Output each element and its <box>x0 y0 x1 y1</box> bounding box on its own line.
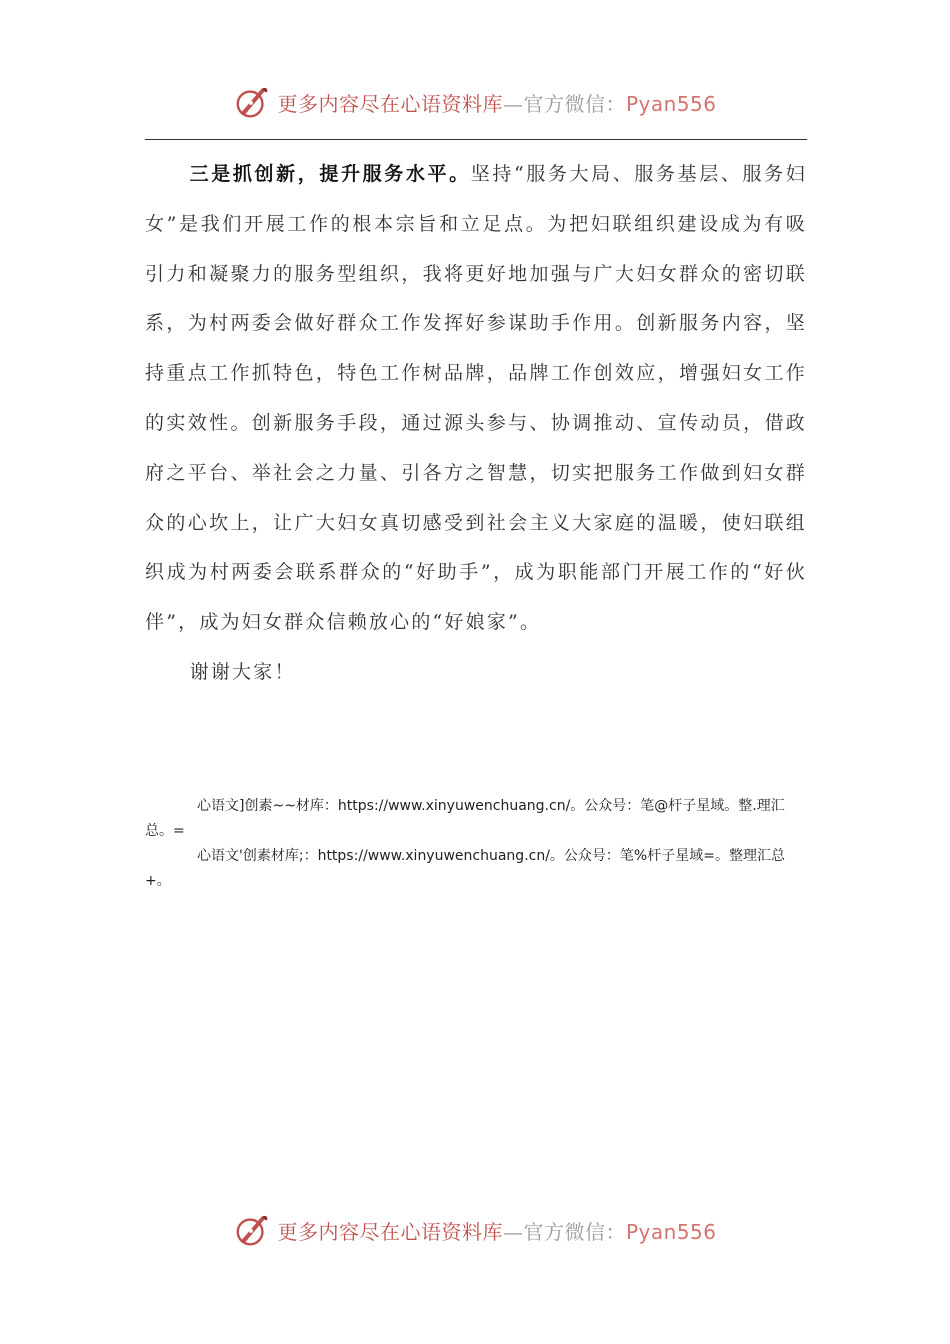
header-banner <box>0 80 950 124</box>
banner-dash: — <box>502 1219 524 1244</box>
header-banner-text <box>277 88 716 117</box>
banner-wx-label: 官方微信： <box>523 91 626 116</box>
footer-banner-inner <box>233 1211 716 1249</box>
banner-account: Pyan556 <box>625 91 717 116</box>
footer-banner <box>0 1208 950 1252</box>
header-divider <box>145 139 807 140</box>
banner-wx-label: 官方微信： <box>523 1219 626 1244</box>
banner-main-text: 更多内容尽在心语资料库 <box>277 91 503 116</box>
quill-pen-logo-icon <box>233 83 271 121</box>
paragraph-thanks: 谢谢大家！ <box>189 660 296 683</box>
quill-pen-logo-icon <box>233 1211 271 1249</box>
banner-dash: — <box>502 91 524 116</box>
source-note-1: 心语文]创素~~材库：https://www.xinyuwenchuang.cn/。公众号：笔@杆子星域。整.理汇总。= <box>145 798 785 839</box>
banner-main-text: 更多内容尽在心语资料库 <box>277 1219 503 1244</box>
footer-banner-text <box>277 1216 716 1245</box>
banner-account: Pyan556 <box>625 1219 717 1244</box>
paragraph-rest: 坚持“服务大局、服务基层、服务妇女”是我们开展工作的根本宗旨和立足点。为把妇联组织建设成为有吸引力和凝聚力的服务型组织，我将更好地加强与广大妇女群众的密切联系，为村两委会做好群众工作发挥好参谋助手作用。创新服务内容，坚持重点工作抓特色，特色工作树品牌，品牌工作创效应，增强妇女工作的实效性。创新服务手段，通过源头参与、协调推动、宣传动员，借政府之平台、举社会之力量、引各方之智慧，切实把服务工作做到妇女群众的心坎上，让广大妇女真切感受到社会主义大家庭的温暖，使妇联组织成为村两委会联系群众的“好助手”，成为职能部门开展工作的“好伙伴”，成为妇女群众信赖放心的“好娘家”。 <box>145 163 807 634</box>
paragraph-lead: 三是抓创新，提升服务水平。 <box>189 163 471 185</box>
header-banner-inner <box>233 83 716 121</box>
paragraph-innovation <box>145 150 807 648</box>
document-body <box>145 150 807 698</box>
source-note-2: 心语文'创素材库;：https://www.xinyuwenchuang.cn/。公众号：笔%杆子星域=。整理汇总+。 <box>145 848 785 889</box>
source-notes <box>145 794 807 894</box>
